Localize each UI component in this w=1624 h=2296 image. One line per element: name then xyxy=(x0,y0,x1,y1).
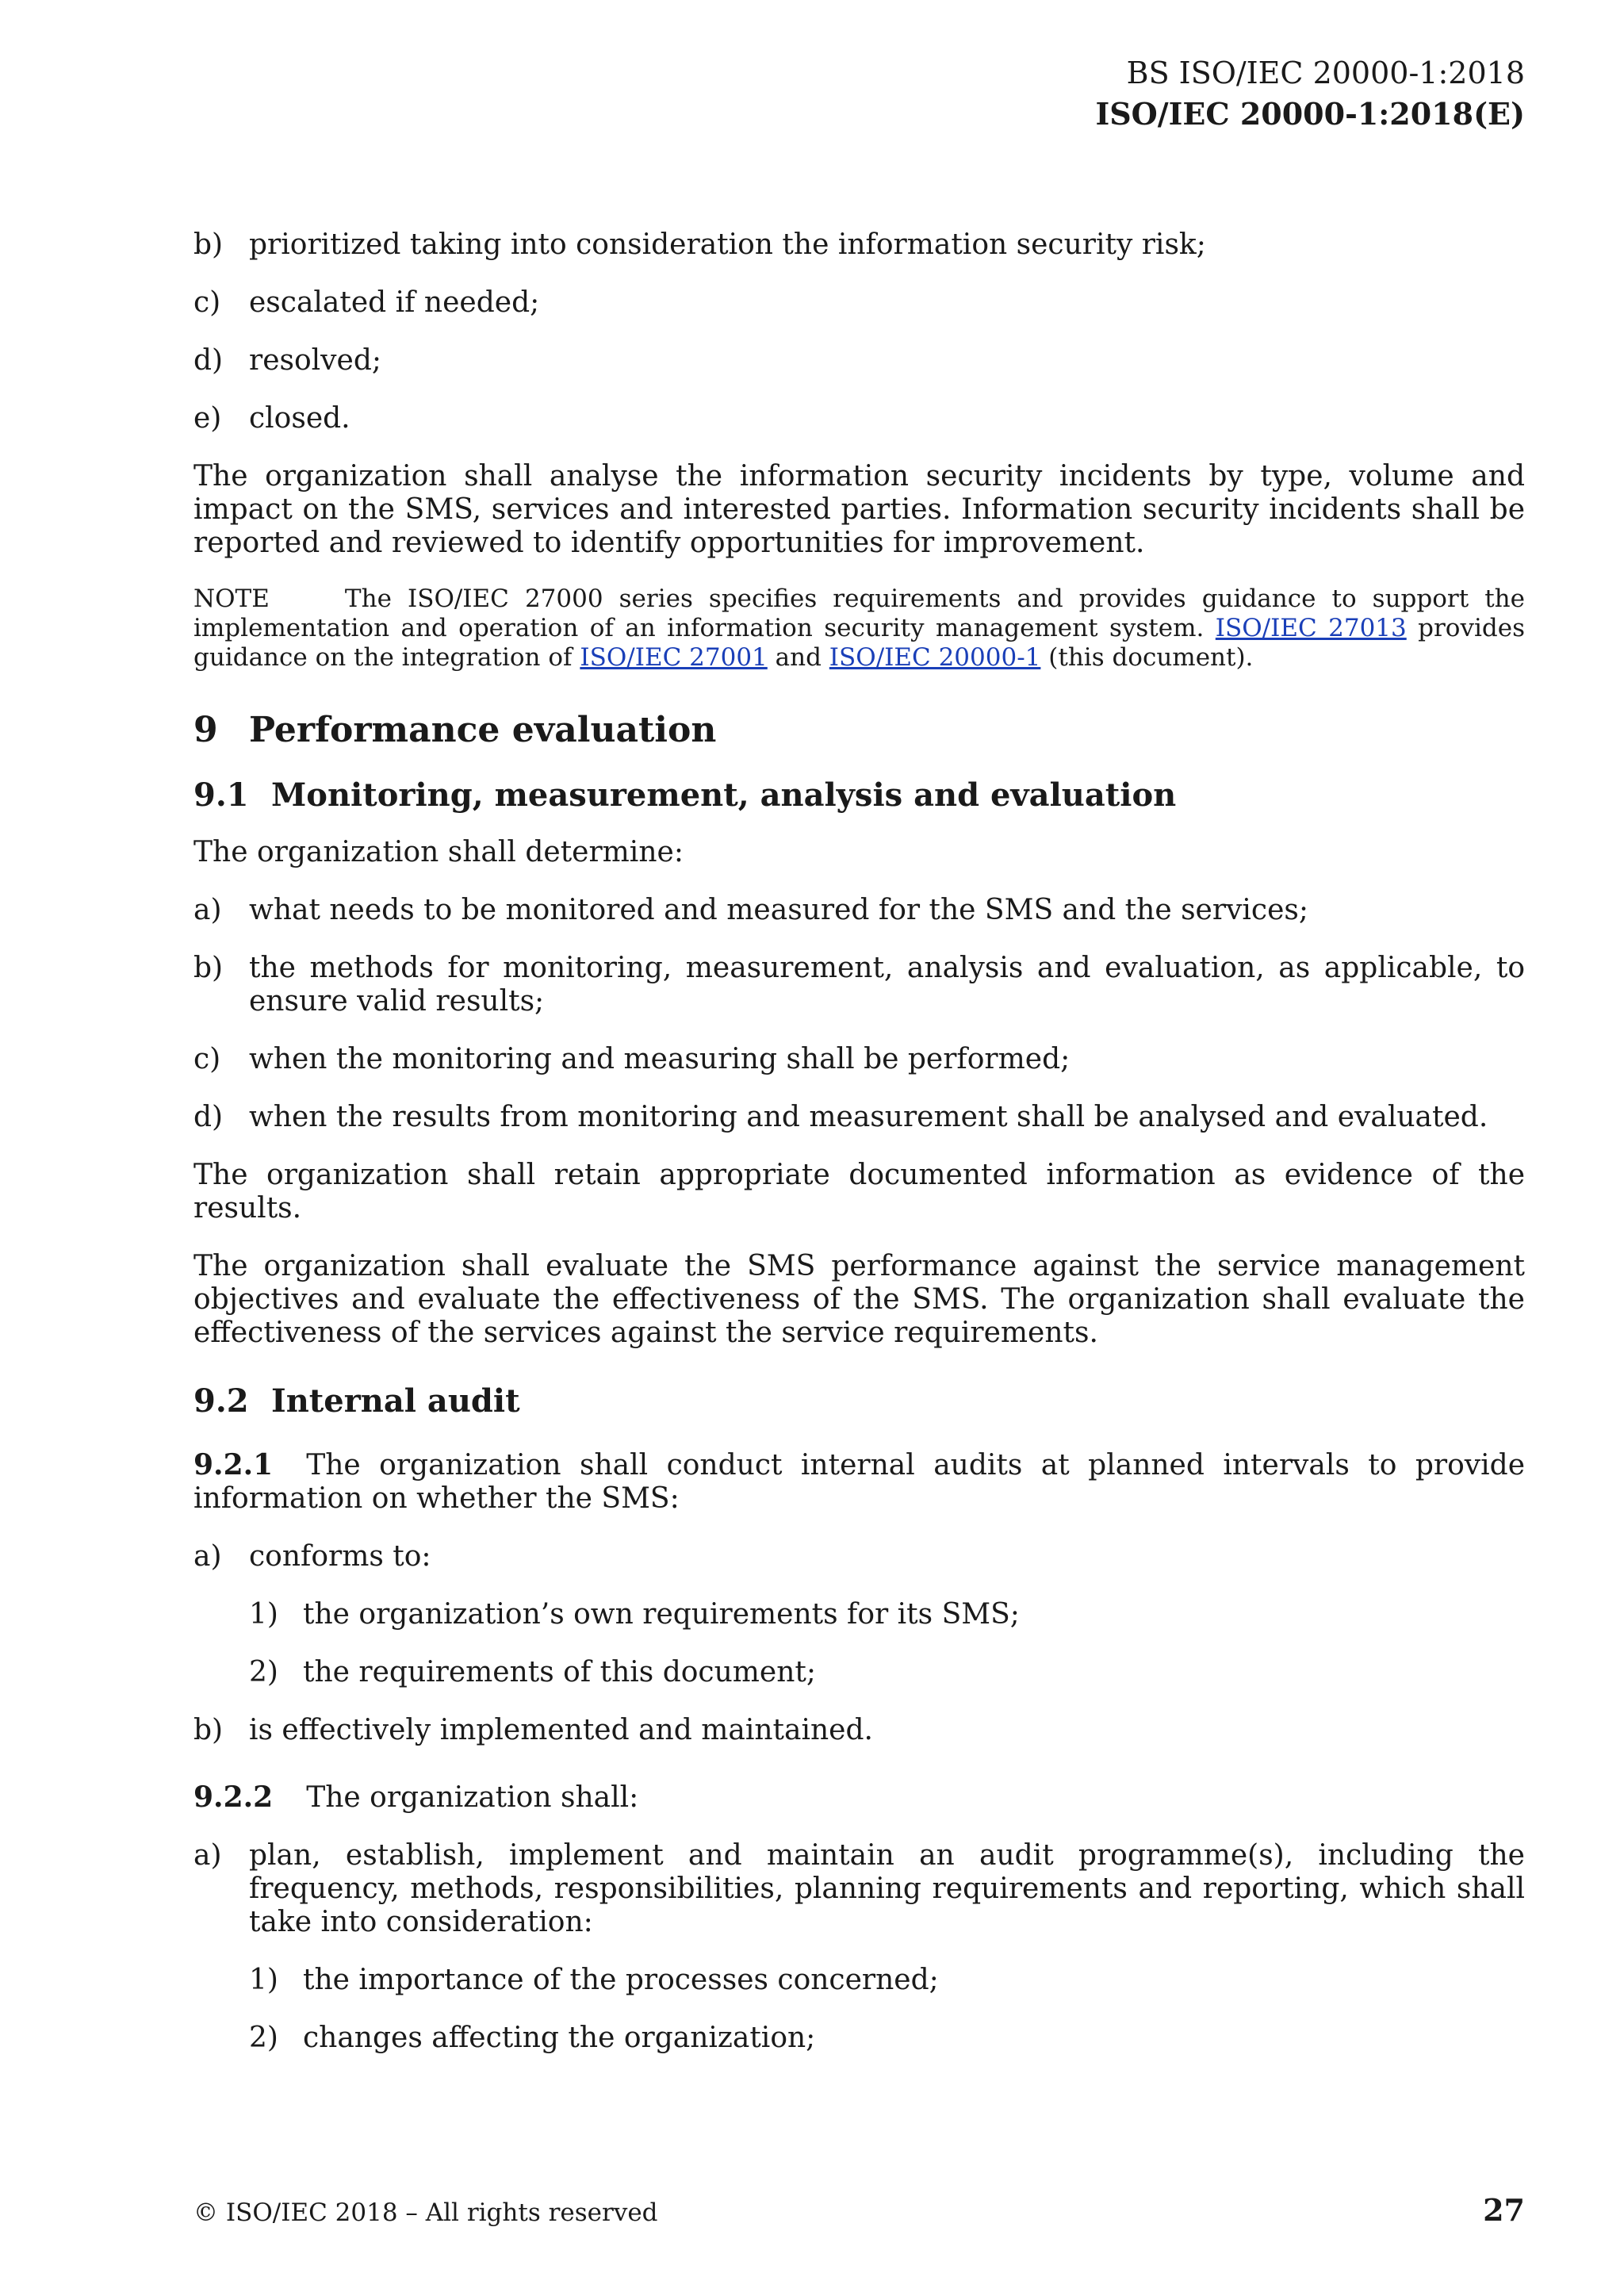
list-item xyxy=(193,1101,1525,1134)
section-number: 9 xyxy=(193,710,218,750)
list-label: d) xyxy=(193,344,224,377)
list-text: prioritized taking into consideration the information security risk; xyxy=(249,228,1206,261)
list-text: plan, establish, implement and maintain an audit programme(s), including the frequency, methods, responsibilities, planning requirements and reporting, which shall take into consideration: xyxy=(249,1839,1525,1938)
list-text: what needs to be monitored and measured for the SMS and the services; xyxy=(249,894,1308,926)
list-text: escalated if needed; xyxy=(249,286,540,319)
list-item xyxy=(193,1714,1525,1747)
paragraph: The organization shall retain appropriate documented information as evidence of the results. xyxy=(193,1159,1525,1225)
clause-number: 9.2.2 xyxy=(193,1780,274,1814)
list-text: when the results from monitoring and measurement shall be analysed and evaluated. xyxy=(249,1101,1488,1133)
sub-list-label: 2) xyxy=(249,1656,278,1688)
sub-list-item xyxy=(249,2022,1525,2055)
note xyxy=(193,585,1525,673)
clause-paragraph xyxy=(193,1780,1525,1815)
page-header xyxy=(1095,52,1525,135)
note-text: provides guidance on the integration of xyxy=(193,614,1525,672)
page-footer xyxy=(193,2192,1525,2228)
sub-list-label: 1) xyxy=(249,1598,278,1631)
sub-list-text: changes affecting the organization; xyxy=(303,2022,816,2054)
list-label: c) xyxy=(193,1043,221,1075)
list-text: conforms to: xyxy=(249,1540,431,1573)
list-label: c) xyxy=(193,286,221,319)
copyright-notice: © ISO/IEC 2018 – All rights reserved xyxy=(193,2198,658,2227)
clause-text: The organization shall conduct internal audits at planned intervals to provide information on whether the SMS: xyxy=(193,1449,1525,1515)
list-item xyxy=(193,228,1525,262)
list-label: a) xyxy=(193,1839,222,1872)
sub-list-text: the requirements of this document; xyxy=(303,1656,816,1688)
list-item xyxy=(193,402,1525,435)
list-label: b) xyxy=(193,228,224,261)
paragraph: The organization shall analyse the information security incidents by type, volume and impact on the SMS, services and interested parties. Information security incidents shall be reported and reviewed to identify opportunities for improvement. xyxy=(193,460,1525,559)
page-body xyxy=(193,228,1525,2079)
list-item xyxy=(193,952,1525,1018)
list-label: d) xyxy=(193,1101,224,1133)
paragraph: The organization shall determine: xyxy=(193,836,684,868)
link-iso-iec-27001[interactable]: ISO/IEC 27001 xyxy=(580,643,768,672)
header-standard-iso: ISO/IEC 20000-1:2018(E) xyxy=(1095,96,1525,132)
sub-list-item xyxy=(249,1598,1525,1631)
subsection-number: 9.1 xyxy=(193,776,249,814)
section-title: Performance evaluation xyxy=(249,710,717,750)
sub-list-item xyxy=(249,1656,1525,1689)
clause-paragraph xyxy=(193,1448,1525,1516)
clause-text: The organization shall: xyxy=(306,1781,639,1814)
list-item xyxy=(193,344,1525,378)
list-text: resolved; xyxy=(249,344,381,377)
note-text: The ISO/IEC 27000 series specifies requirements and provides guidance to support the implementation and operation of an information security management system. xyxy=(193,585,1525,642)
subsection-heading xyxy=(193,776,1525,814)
list-label: a) xyxy=(193,894,222,926)
header-standard-bs: BS ISO/IEC 20000-1:2018 xyxy=(1126,56,1525,90)
note-label: NOTE xyxy=(193,585,270,613)
sub-list-label: 1) xyxy=(249,1964,278,1996)
list-text: the methods for monitoring, measurement, analysis and evaluation, as applicable, to ensure valid results; xyxy=(249,952,1525,1018)
subsection-title: Internal audit xyxy=(271,1382,520,1420)
list-label: a) xyxy=(193,1540,222,1573)
page-number: 27 xyxy=(1483,2192,1525,2228)
sub-list-item xyxy=(249,1964,1525,1997)
list-label: b) xyxy=(193,952,224,984)
section-heading xyxy=(193,710,1525,750)
list-text: is effectively implemented and maintained. xyxy=(249,1714,873,1746)
list-text: when the monitoring and measuring shall be performed; xyxy=(249,1043,1071,1075)
list-item xyxy=(193,894,1525,927)
subsection-title: Monitoring, measurement, analysis and evaluation xyxy=(271,776,1177,814)
note-text: (this document). xyxy=(1048,643,1254,672)
subsection-number: 9.2 xyxy=(193,1382,249,1420)
list-item xyxy=(193,286,1525,320)
list-label: b) xyxy=(193,1714,224,1746)
sub-list-label: 2) xyxy=(249,2022,278,2054)
clause-number: 9.2.1 xyxy=(193,1448,274,1481)
list-item xyxy=(193,1839,1525,1939)
list-item xyxy=(193,1540,1525,1573)
list-item xyxy=(193,1043,1525,1076)
link-iso-iec-27013[interactable]: ISO/IEC 27013 xyxy=(1215,614,1407,642)
sub-list-text: the importance of the processes concerned; xyxy=(303,1964,939,1996)
sub-list-text: the organization’s own requirements for its SMS; xyxy=(303,1598,1020,1631)
list-label: e) xyxy=(193,402,222,435)
note-text: and xyxy=(775,643,822,672)
link-iso-iec-20000-1[interactable]: ISO/IEC 20000-1 xyxy=(829,643,1041,672)
list-text: closed. xyxy=(249,402,350,435)
subsection-heading xyxy=(193,1382,1525,1420)
paragraph: The organization shall evaluate the SMS performance against the service management objectives and evaluate the effectiveness of the SMS. The organization shall evaluate the effectiveness of the services against the service requirements. xyxy=(193,1250,1525,1349)
